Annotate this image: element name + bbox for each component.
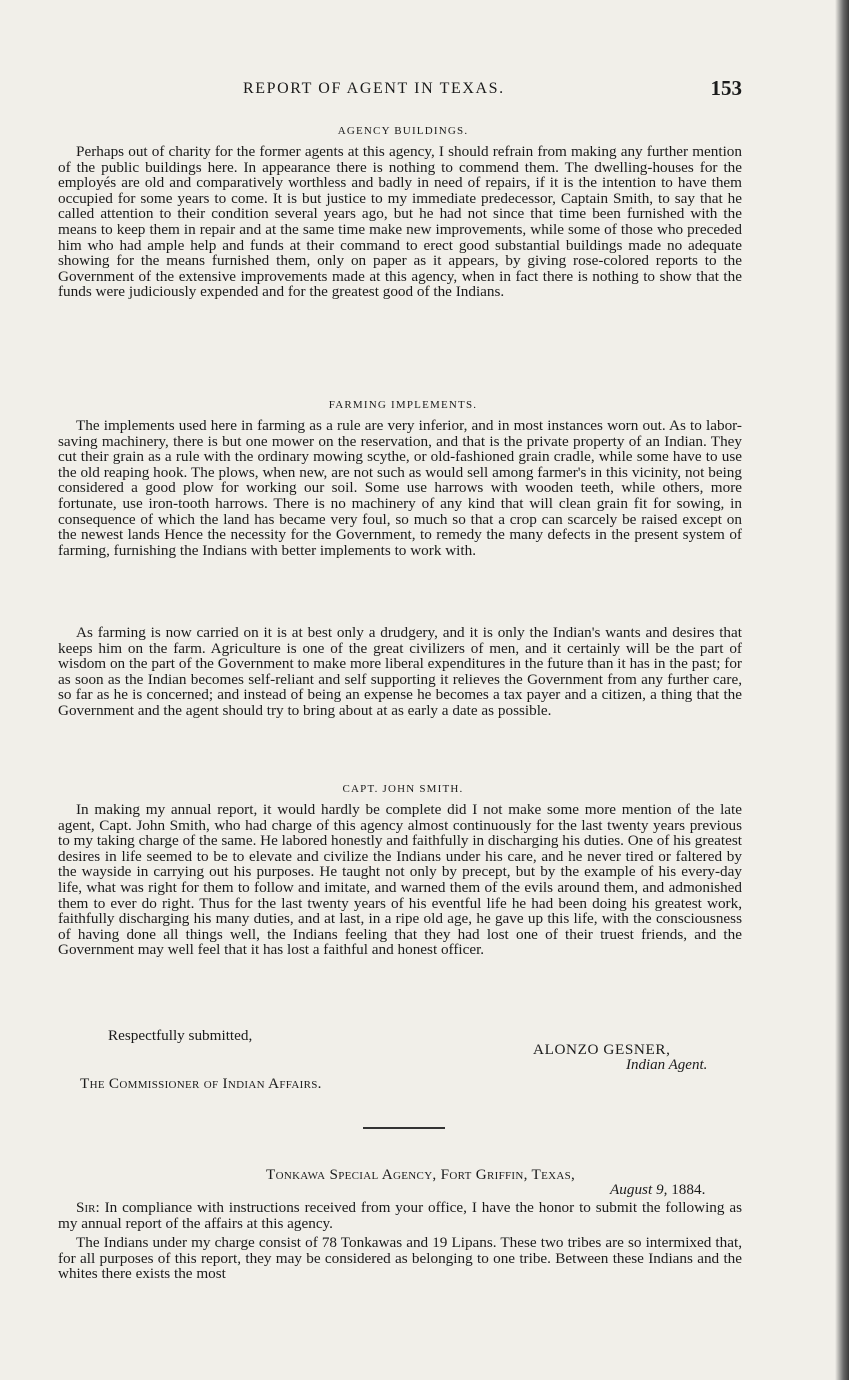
paragraph-next-report-1-body: In compliance with instructions received from your office, I have the honor to submit the following as my annual report of the affairs at this agency. (58, 1199, 743, 1232)
dateline-place: Tonkawa Special Agency, Fort Griffin, Texas, (266, 1166, 576, 1183)
dateline-month-day: August 9, (610, 1181, 668, 1198)
section-heading-capt-john-smith: CAPT. JOHN SMITH. (342, 783, 464, 795)
recipient-line: The Commissioner of Indian Affairs. (80, 1075, 322, 1092)
page-edge-shadow (835, 0, 849, 1380)
salutation: Sir: (76, 1199, 100, 1216)
complimentary-close: Respectfully submitted, (108, 1027, 253, 1044)
section-heading-agency-buildings: AGENCY BUILDINGS. (337, 125, 469, 137)
paragraph-agency-buildings: Perhaps out of charity for the former agents at this agency, I should refrain from making any further mention of the public buildings here. In appearance there is nothing to commend them. The dwelling-houses for the employés are old and comparatively worthless and badly in need of repairs, if it is the intention to have them occupied for some years to come. It is but justice to my immediate predecessor, Captain Smith, to say that he called attention to their condition several years ago, but he had not since that time been furnished with the means to keep them in repair and at the same time make new improvements, while some of those who preceded him who had ample help and funds at their command to erect good substantial buildings made no adequate showing for the means furnished them, only on paper as it appears, by giving rose-colored reports to the Government of the extensive improvements made at this agency, when in fact there is nothing to show that the funds were judiciously expended and for the greatest good of the Indians. (58, 143, 742, 301)
signer-name: ALONZO GESNER, (533, 1041, 671, 1058)
dateline-date (610, 1181, 705, 1199)
page-number: 153 (710, 76, 742, 100)
paragraph-farming-implements-2: As farming is now carried on it is at best only a drudgery, and it is only the Indian's wants and desires that keeps him on the farm. Agriculture is one of the great civilizers of men, and it certainly will be the part of wisdom on the part of the Government to make more liberal expenditures in the future than it has in the past; for as soon as the Indian becomes self-reliant and self supporting it relieves the Government from any further care, so far as he is concerned; and instead of being an expense he becomes a tax payer and a citizen, a thing that the Government and the agent should try to bring about at as early a date as possible. (58, 624, 742, 719)
paragraph-next-report-2: The Indians under my charge consist of 78 Tonkawas and 19 Lipans. These two tribes are so intermixed that, for all purposes of this report, they may be considered as belonging to one tribe. Between these Indians and the whites there exists the most (58, 1234, 742, 1283)
page-header (58, 76, 748, 106)
section-divider (363, 1127, 445, 1129)
paragraph-next-report-1 (58, 1200, 742, 1231)
signer-title: Indian Agent. (626, 1057, 708, 1073)
section-heading-farming-implements: FARMING IMPLEMENTS. (328, 399, 478, 411)
running-title: REPORT OF AGENT IN TEXAS. (243, 80, 505, 97)
paragraph-farming-implements-1: The implements used here in farming as a rule are very inferior, and in most instances worn out. As to labor-saving machinery, there is but one mower on the reservation, and that is the private property of an Indian. They cut their grain as a rule with the ordinary mowing scythe, or old-fashioned grain cradle, while some have to use the old reaping hook. The plows, when new, are not such as would sell among farmer's in this vicinity, not being considered a good plow for working our soil. Some use harrows with wooden teeth, while others, more fortunate, use iron-tooth harrows. There is no machinery of any kind that will clean grain fit for sowing, in consequence of which the land has became very foul, so much so that a crop can scarcely be raised except on the newest lands Hence the necessity for the Government, to remedy the many defects in the present system of farming, furnishing the Indians with better implements to work with. (58, 417, 742, 559)
dateline-year: 1884. (671, 1181, 706, 1198)
paragraph-capt-john-smith: In making my annual report, it would hardly be complete did I not make some more mention of the late agent, Capt. John Smith, who had charge of this agency almost continuously for the last twenty years previous to my taking charge of the same. He labored honestly and faithfully in discharging his duties. One of his greatest desires in life seemed to be to elevate and civilize the Indians under his care, and he never tired or faltered by the wayside in carrying out his purposes. He taught not only by precept, but by the example of his every-day life, what was right for them to follow and imitate, and warned them of the evils around them, and admonished them to ever do right. Thus for the last twenty years of his eventful life he had been doing his greatest work, faithfully discharging his many duties, and at last, in a ripe old age, he gave up this life, with the consciousness of having done all things well, the Indians feeling that they had lost one of their truest friends, and the Government may well feel that it has lost a faithful and honest officer. (58, 801, 742, 959)
